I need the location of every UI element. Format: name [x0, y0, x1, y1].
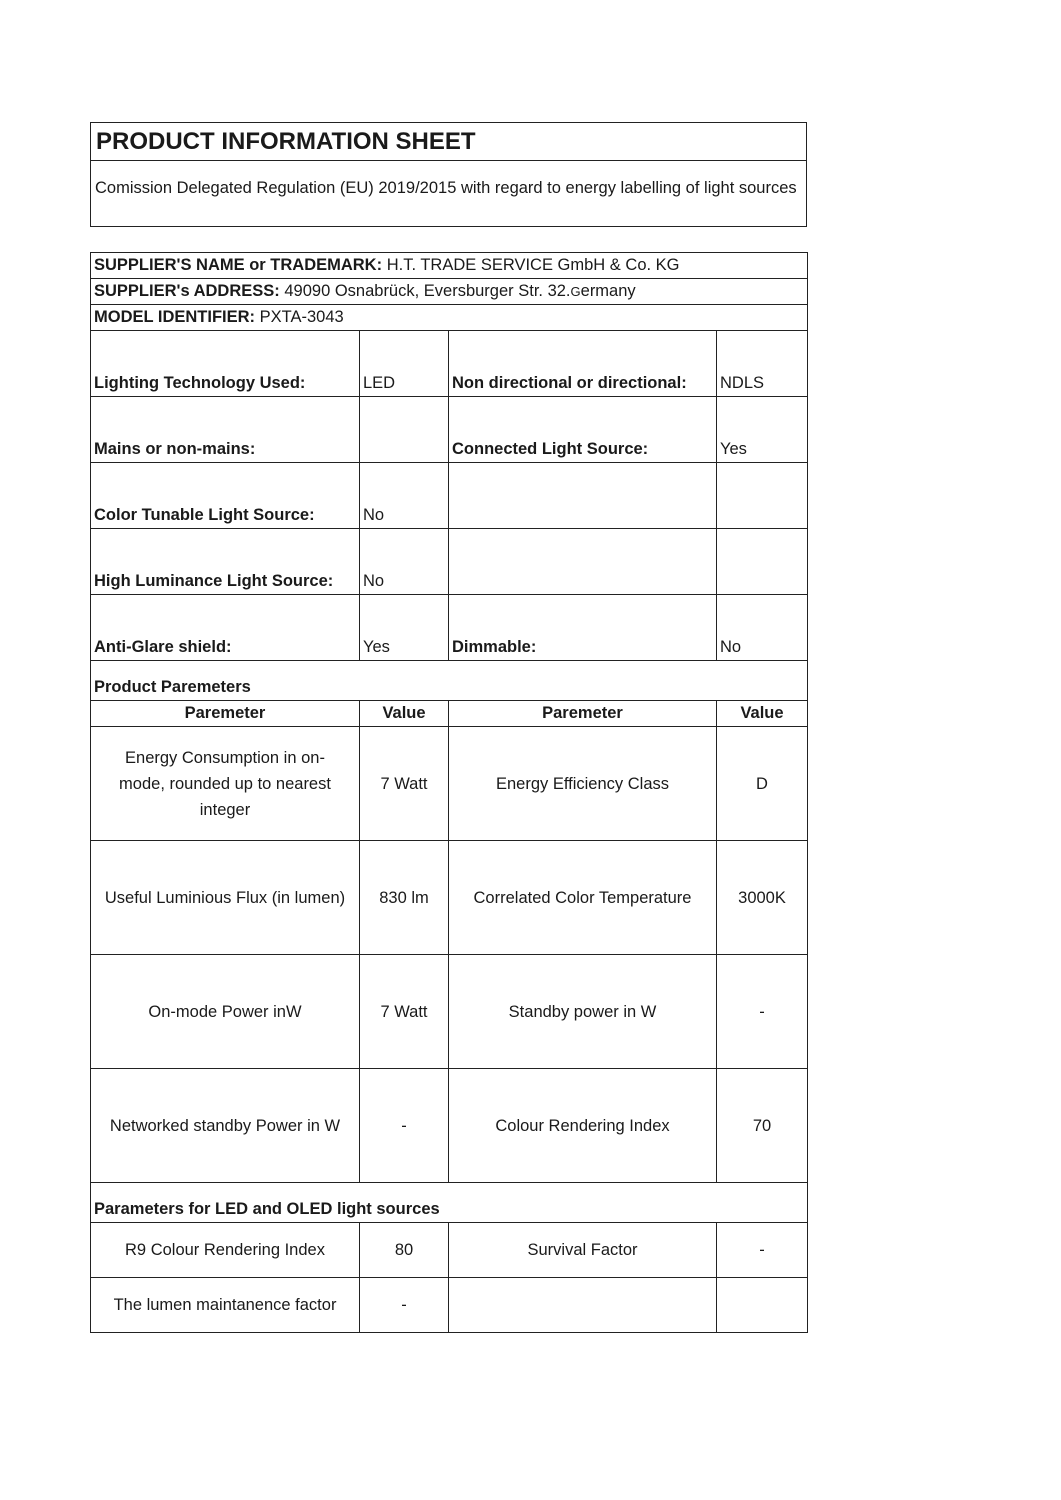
page-title: PRODUCT INFORMATION SHEET [91, 123, 806, 161]
feature-value: Yes [717, 397, 808, 463]
model-identifier-row [91, 305, 808, 331]
feature-row [91, 463, 808, 529]
parameter-row [91, 727, 808, 841]
feature-row [91, 397, 808, 463]
feature-value: Yes [360, 595, 449, 661]
feature-row [91, 331, 808, 397]
parameter-value: - [360, 1278, 449, 1333]
supplier-address-country: ermany [580, 282, 636, 300]
feature-row [91, 529, 808, 595]
feature-label: Lighting Technology Used: [91, 331, 360, 397]
parameter-name: Survival Factor [449, 1223, 717, 1278]
parameter-value: 80 [360, 1223, 449, 1278]
section-title: Product Paremeters [91, 661, 808, 701]
product-info-table [90, 252, 808, 1333]
parameter-name: Energy Consumption in on-mode, rounded up to nearest integer [91, 727, 360, 841]
regulation-text: Comission Delegated Regulation (EU) 2019/2015 with regard to energy labelling of light sources [95, 179, 797, 197]
title-block [90, 122, 807, 227]
parameter-value: - [360, 1069, 449, 1183]
feature-value: LED [360, 331, 449, 397]
feature-value: No [717, 595, 808, 661]
supplier-name-row [91, 253, 808, 279]
parameter-name: Networked standby Power in W [91, 1069, 360, 1183]
feature-label: Color Tunable Light Source: [91, 463, 360, 529]
supplier-name-label: SUPPLIER'S NAME or TRADEMARK: [94, 256, 383, 274]
parameter-row [91, 955, 808, 1069]
model-identifier-value: PXTA-3043 [259, 308, 344, 326]
parameter-name: On-mode Power inW [91, 955, 360, 1069]
parameter-value: - [717, 1223, 808, 1278]
parameter-row [91, 1069, 808, 1183]
parameter-name: R9 Colour Rendering Index [91, 1223, 360, 1278]
led-parameter-row [91, 1278, 808, 1333]
supplier-address-row [91, 279, 808, 305]
feature-value: No [360, 463, 449, 529]
parameter-name: Colour Rendering Index [449, 1069, 717, 1183]
supplier-address-value: 49090 Osnabrück, Eversburger Str. 32. [284, 282, 571, 300]
feature-label: Anti-Glare shield: [91, 595, 360, 661]
product-parameters-section [91, 661, 808, 701]
parameter-header-row [91, 701, 808, 727]
feature-value [360, 397, 449, 463]
parameter-value: 830 lm [360, 841, 449, 955]
feature-label [449, 463, 717, 529]
parameter-name: Energy Efficiency Class [449, 727, 717, 841]
address-glyph: G [570, 284, 581, 299]
parameter-value: 70 [717, 1069, 808, 1183]
feature-label: Non directional or directional: [449, 331, 717, 397]
feature-label [449, 529, 717, 595]
parameter-name: The lumen maintanence factor [91, 1278, 360, 1333]
feature-value: No [360, 529, 449, 595]
model-identifier-label: MODEL IDENTIFIER: [94, 308, 256, 326]
parameter-name: Correlated Color Temperature [449, 841, 717, 955]
parameter-value: D [717, 727, 808, 841]
column-header: Paremeter [91, 701, 360, 727]
supplier-address-label: SUPPLIER's ADDRESS: [94, 282, 280, 300]
parameter-value [717, 1278, 808, 1333]
feature-value [717, 463, 808, 529]
feature-label: Connected Light Source: [449, 397, 717, 463]
parameter-value: 3000K [717, 841, 808, 955]
parameter-name: Useful Luminious Flux (in lumen) [91, 841, 360, 955]
section-title: Parameters for LED and OLED light sources [91, 1183, 808, 1223]
parameter-value: 7 Watt [360, 727, 449, 841]
parameter-row [91, 841, 808, 955]
column-header: Value [360, 701, 449, 727]
feature-label: High Luminance Light Source: [91, 529, 360, 595]
parameter-value: - [717, 955, 808, 1069]
feature-label: Mains or non-mains: [91, 397, 360, 463]
feature-value: NDLS [717, 331, 808, 397]
column-header: Paremeter [449, 701, 717, 727]
supplier-name-value: H.T. TRADE SERVICE GmbH & Co. KG [386, 256, 680, 274]
parameter-name [449, 1278, 717, 1333]
parameter-value: 7 Watt [360, 955, 449, 1069]
feature-row [91, 595, 808, 661]
feature-label: Dimmable: [449, 595, 717, 661]
led-parameters-section [91, 1183, 808, 1223]
column-header: Value [717, 701, 808, 727]
feature-value [717, 529, 808, 595]
parameter-name: Standby power in W [449, 955, 717, 1069]
led-parameter-row [91, 1223, 808, 1278]
